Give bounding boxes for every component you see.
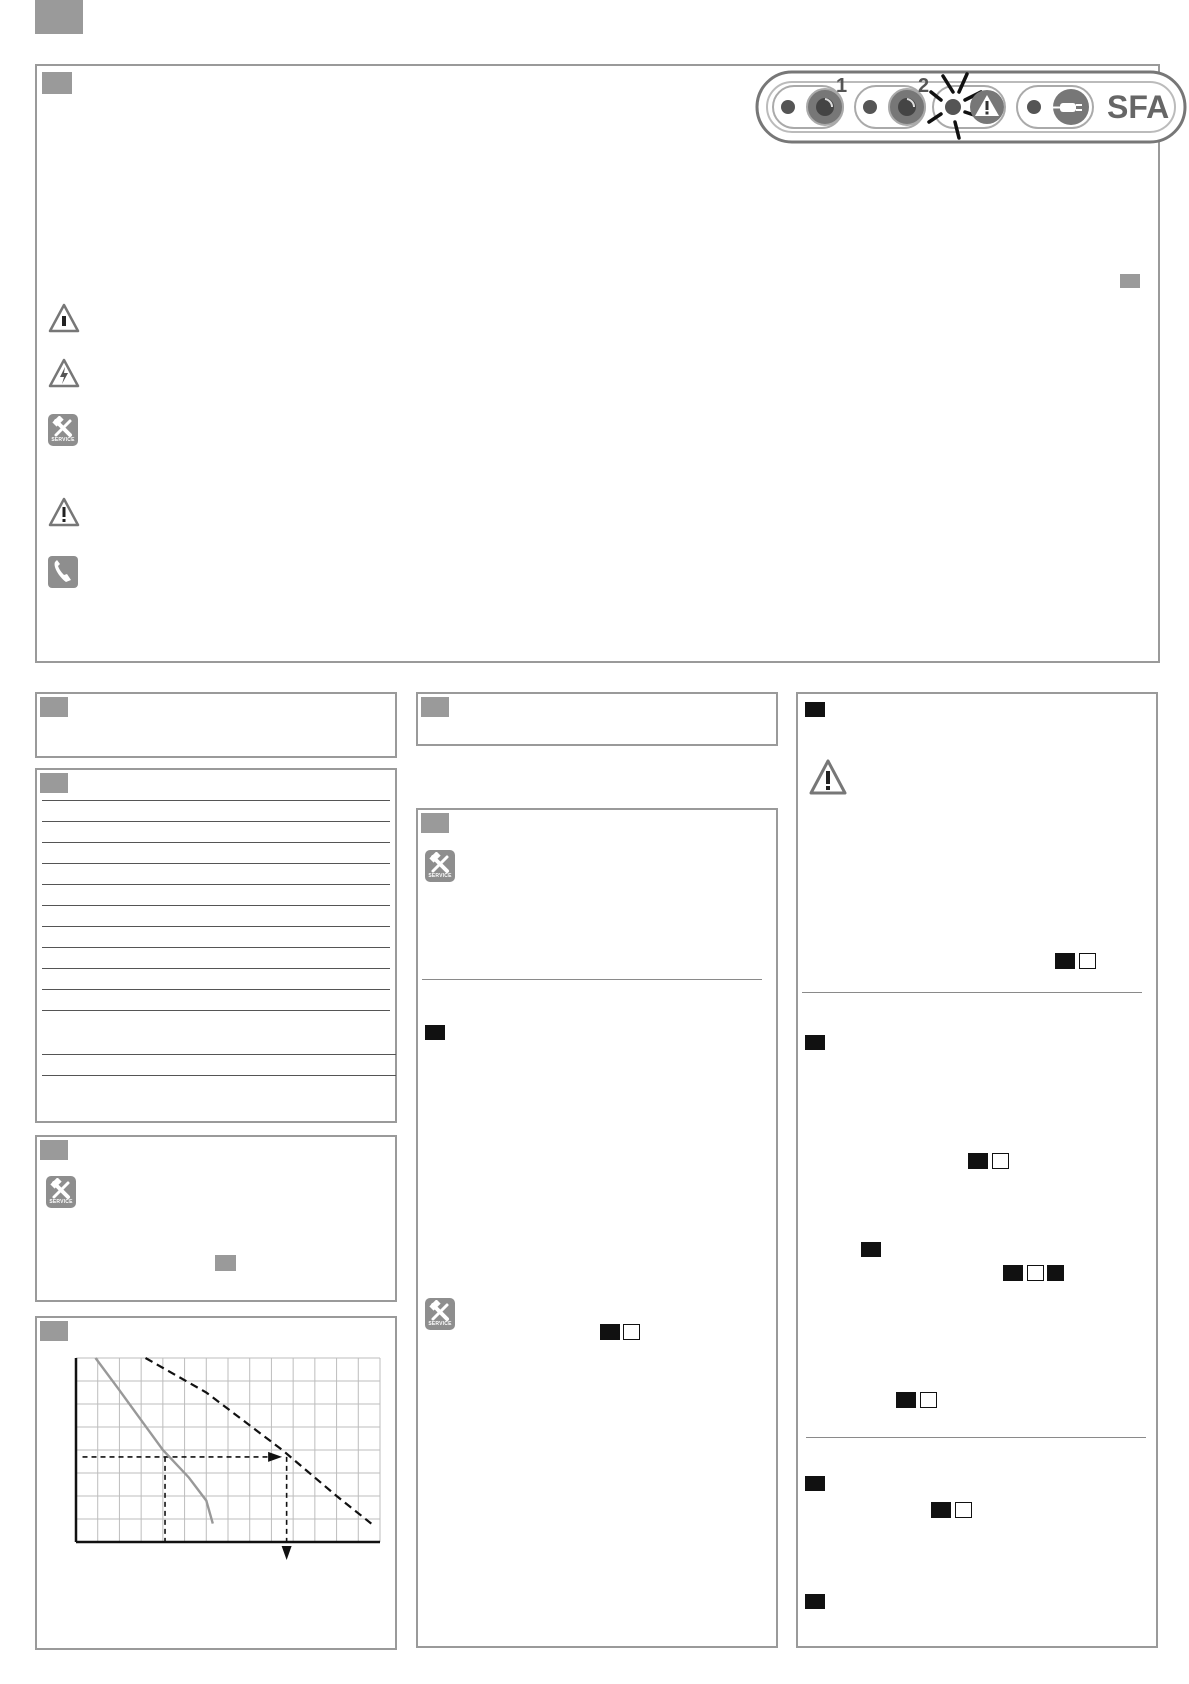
phone-icon <box>48 556 78 588</box>
col1-service-box <box>35 1135 397 1302</box>
col3-key-black-2 <box>968 1153 988 1169</box>
pump-2-number: 2 <box>918 75 930 97</box>
col2-main-box-tag <box>421 813 449 833</box>
col1-chart-box-tag <box>40 1321 68 1341</box>
pump-1-number: 1 <box>836 75 848 97</box>
ruled-line <box>42 1054 396 1055</box>
col3-step-marker-2 <box>805 1035 825 1050</box>
lightning-triangle-icon <box>48 358 80 388</box>
info-triangle-icon <box>48 303 80 333</box>
series-line-dashed <box>146 1358 372 1524</box>
col1-lined-box-tag <box>40 773 68 793</box>
guide-arrow-down <box>282 1546 292 1560</box>
service-tools-icon <box>425 850 455 882</box>
col3-key-white-5 <box>920 1392 937 1408</box>
alarm-led-blinking <box>945 99 961 115</box>
ruled-line <box>42 968 390 969</box>
service-tools-icon <box>46 1176 76 1208</box>
col2-divider <box>422 979 762 980</box>
chart-guides <box>83 1452 292 1560</box>
section-tag <box>42 72 72 94</box>
col3-key-black-5 <box>896 1392 916 1408</box>
col2-box-a <box>416 692 778 746</box>
ruled-line <box>42 926 390 927</box>
col3-key-black-1 <box>1055 953 1075 969</box>
figure-ref-tag <box>215 1255 236 1271</box>
col3-key-black-3 <box>1003 1265 1023 1281</box>
col3-divider-2 <box>806 1437 1146 1438</box>
exclamation-triangle-icon <box>808 758 848 796</box>
ruled-line <box>42 989 390 990</box>
col2-key-white <box>623 1324 640 1340</box>
ruled-line <box>42 1010 390 1011</box>
col2-box-a-tag <box>421 697 449 717</box>
main-panel <box>35 64 1160 663</box>
ruled-line <box>42 800 390 801</box>
ruled-line <box>42 905 390 906</box>
col3-key-black-6 <box>931 1502 951 1518</box>
col3-key-white-6 <box>955 1502 972 1518</box>
col3-key-white-1 <box>1079 953 1096 969</box>
service-label: SERVICE <box>428 873 452 879</box>
service-label: SERVICE <box>51 437 75 443</box>
ruled-line <box>42 842 390 843</box>
service-tools-icon <box>425 1298 455 1330</box>
service-tools-icon <box>48 414 78 446</box>
series-line-solid <box>96 1358 213 1524</box>
ruled-line <box>42 863 390 864</box>
col3-main-box <box>796 692 1158 1648</box>
pump-1-led <box>781 100 795 114</box>
col2-main-box <box>416 808 778 1648</box>
chart-grid <box>76 1358 380 1542</box>
power-led <box>1027 100 1041 114</box>
ruled-line <box>42 1075 396 1076</box>
ruled-line <box>42 821 390 822</box>
performance-chart <box>60 1352 390 1562</box>
power-group <box>1017 86 1093 128</box>
service-label: SERVICE <box>49 1199 73 1205</box>
ruled-line <box>42 884 390 885</box>
guide-arrow-right <box>268 1452 282 1462</box>
col2-key-black <box>600 1324 620 1340</box>
chart-series <box>96 1358 372 1524</box>
col1-box-a-tag <box>40 697 68 717</box>
exclamation-triangle-icon <box>48 497 80 527</box>
pump-2-led <box>863 100 877 114</box>
col3-key-white-2 <box>992 1153 1009 1169</box>
col3-step-marker-4 <box>805 1476 825 1491</box>
col3-key-white-3 <box>1027 1265 1044 1281</box>
col3-step-marker-3 <box>861 1242 881 1257</box>
reference-tag <box>1120 274 1140 288</box>
col2-step-marker <box>425 1025 445 1040</box>
service-label: SERVICE <box>428 1321 452 1327</box>
col3-step-marker-5 <box>805 1594 825 1609</box>
col3-divider-1 <box>802 992 1142 993</box>
page-header-block <box>35 0 83 34</box>
col3-step-marker-1 <box>805 702 825 717</box>
ruled-line <box>42 947 390 948</box>
col1-box-a <box>35 692 397 758</box>
col3-key-black-4 <box>1047 1265 1064 1281</box>
control-panel-illustration <box>755 70 1189 146</box>
brand-logo: SFA <box>1107 89 1170 125</box>
col1-service-box-tag <box>40 1140 68 1160</box>
